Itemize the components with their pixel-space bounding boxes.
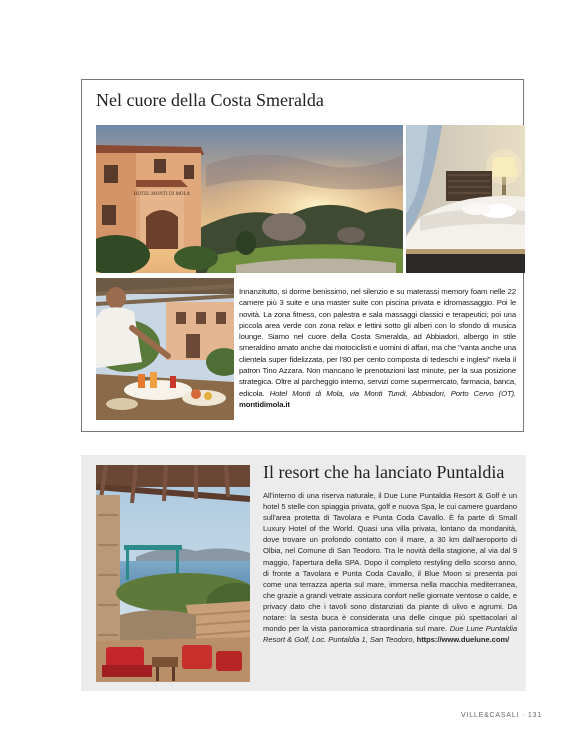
section2-body	[263, 490, 517, 645]
section1-body	[239, 286, 516, 410]
section1-address: Hotel Monti di Mola, via Monti Tundi, Abbiadori, Porto Cervo (OT).	[269, 388, 516, 398]
bedroom-photo	[406, 125, 525, 273]
hotel-exterior-photo	[96, 125, 403, 273]
section2-website-link[interactable]: https://www.duelune.com/	[416, 635, 510, 645]
section1-body-text: Innanzitutto, si dorme benissimo, nel silenzio e su materassi memory foam nelle 22 camere più 3 suite e una master suite con piscina privata e idromassaggio. Poi le novità. La zona fitness, con palestra e sala massaggi classici e terapeutici; poi una piccola area verde con zona relax e lettini sotto gli alberi con lo sfondo di musica lounge. Siamo nel cuore della Costa Smeralda, ad Abbiadori, albergo in stile smeraldino amato anche dai motociclisti e uomini di affari, ma che "vanta anche una clientela super fidelizzata, per l'80 per cento composta di tedeschi e inglesi" rivela il patron Tino Azzara. Non mancano le prenotazioni last minute, per la sua posizione strategica. Oltre al parcheggio interno, servizi come supermercato, farmacia, banca, edicola.	[239, 287, 516, 398]
magazine-name: VILLE&CASALI	[461, 712, 520, 719]
footer-separator: ·	[522, 712, 526, 719]
hotel-sign-text: HOTEL MONTI DI MOLA	[133, 192, 191, 197]
terrace-breakfast-photo	[96, 278, 234, 420]
resort-terrace-sea-view-photo	[96, 465, 250, 682]
section1-website-link[interactable]: montidimola.it	[239, 399, 290, 409]
section2-address: Due Lune Puntaldia Resort & Golf, Loc. Puntaldia 1, San Teodoro,	[263, 624, 517, 645]
page-footer	[461, 712, 542, 719]
section2-body-text: All'interno di una riserva naturale, il Due Lune Puntaldia Resort & Golf è un hotel 5 stelle con spiaggia privata, golf e nuova Spa, le cui camere guardano sull'area protetta di Tavolara e Punta Coda Cavallo. È fa parte di Small Luxury Hotel of the World. Quasi una villa privata, lontano da mondanità, dove trovare un profondo contatto con il mare, a 30 km dall'aeroporto di Olbia, nel Comune di San Teodoro. Tra le novità della stagione, al via dal 9 maggio, l'apertura della SPA. Dopo il completo restyling dello scorso anno, di fronte a Tavolara e Punta Coda Cavallo, il Blue Moon si presenta poi come una terrazza aperta sul mare, immersa nella macchia mediterranea, che grazie a grandi vetrate assicura confort nelle giornate ventose o calde, e privacy dato che i tavoli sono distanziati da piante di ulivo e agrumi. Da notare: la sesta buca è considerata una delle cinque più spettacolari al mondo per la vista panoramica straordinaria sul mare.	[263, 491, 517, 634]
section1-title: Nel cuore della Costa Smeralda	[96, 90, 324, 110]
page-number: 131	[527, 712, 542, 719]
section2-title: Il resort che ha lanciato Puntaldia	[263, 462, 505, 482]
